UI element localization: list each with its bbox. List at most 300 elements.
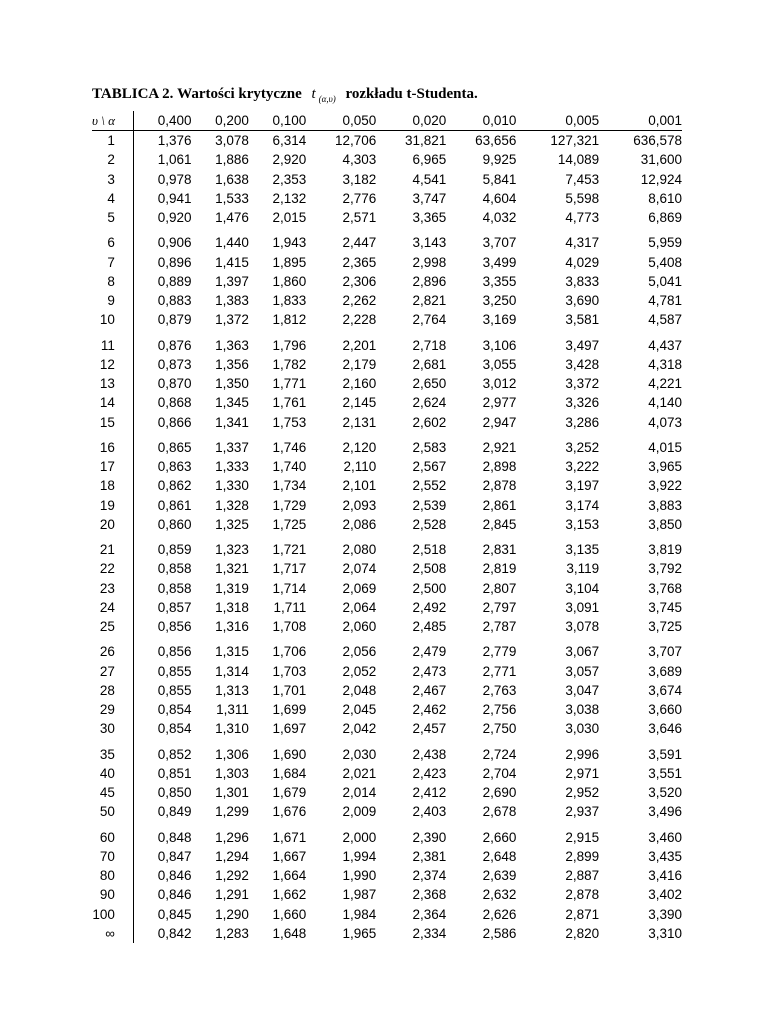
critical-value-cell: 2,101 [342, 478, 377, 494]
table-row [92, 783, 682, 802]
critical-value-cell: 3,646 [648, 721, 682, 737]
critical-value-cell: 1,703 [272, 663, 307, 679]
critical-value-cell: 2,074 [342, 561, 377, 577]
critical-value-cell: 0,847 [157, 848, 192, 864]
critical-value-cell: 127,321 [550, 133, 600, 149]
critical-value-cell: 2,821 [412, 293, 447, 309]
table-row [92, 681, 682, 700]
critical-value-cell: 1,994 [342, 848, 377, 864]
critical-value-cell: 2,771 [482, 663, 517, 679]
critical-value-cell: 1,292 [215, 868, 249, 884]
critical-value-cell: 4,604 [482, 190, 517, 206]
critical-value-cell: 2,438 [412, 746, 447, 762]
critical-value-cell: 1,415 [215, 254, 249, 270]
critical-value-cell: 1,761 [272, 395, 307, 411]
critical-value-cell: 1,330 [215, 478, 249, 494]
critical-value-cell: 4,303 [342, 152, 377, 168]
table-row [92, 272, 682, 291]
table-row [92, 233, 682, 252]
critical-value-cell: 0,978 [157, 171, 192, 187]
critical-value-cell: 2,678 [482, 804, 517, 820]
degrees-of-freedom-cell: 40 [92, 764, 133, 783]
header-row [92, 111, 682, 131]
critical-value-cell: 1,318 [215, 599, 249, 615]
table-row [92, 745, 682, 764]
critical-value-cell: 2,996 [565, 746, 600, 762]
critical-value-cell: 0,846 [157, 887, 192, 903]
critical-value-cell: 2,042 [342, 721, 377, 737]
critical-value-cell: 2,015 [272, 210, 307, 226]
critical-value-cell: 1,833 [272, 293, 307, 309]
critical-value-cell: 1,984 [342, 906, 377, 922]
critical-value-cell: 0,854 [157, 721, 192, 737]
critical-value-cell: 3,416 [648, 868, 682, 884]
critical-value-cell: 2,831 [482, 542, 517, 558]
table-row [92, 291, 682, 310]
critical-value-cell: 31,821 [405, 133, 447, 149]
critical-value-cell: 0,858 [157, 580, 192, 596]
critical-value-cell: 3,197 [565, 478, 600, 494]
critical-value-cell: 3,012 [482, 376, 517, 392]
table-row [92, 579, 682, 598]
critical-value-cell: 3,591 [648, 746, 682, 762]
critical-value-cell: 2,000 [342, 829, 377, 845]
critical-value-cell: 3,055 [482, 356, 517, 372]
critical-value-cell: 0,855 [157, 663, 192, 679]
table-row [92, 374, 682, 393]
critical-value-cell: 3,250 [482, 293, 517, 309]
degrees-of-freedom-cell: 21 [92, 540, 133, 559]
critical-value-cell: 2,045 [342, 702, 377, 718]
critical-value-cell: 2,650 [412, 376, 447, 392]
critical-value-cell: 1,345 [215, 395, 249, 411]
critical-value-cell: 3,372 [565, 376, 600, 392]
degrees-of-freedom-cell: 90 [92, 885, 133, 904]
degrees-of-freedom-cell: 14 [92, 393, 133, 412]
critical-value-cell: 3,078 [215, 133, 249, 149]
critical-value-cell: 1,372 [215, 312, 249, 328]
critical-value-cell: 2,779 [482, 644, 517, 660]
critical-value-cell: 2,887 [565, 868, 600, 884]
critical-value-cell: 12,706 [334, 133, 377, 149]
table-row [92, 496, 682, 515]
critical-value-cell: 3,135 [565, 542, 600, 558]
critical-value-cell: 9,925 [482, 152, 517, 168]
critical-value-cell: 3,660 [648, 702, 682, 718]
degrees-of-freedom-cell: 11 [92, 336, 133, 355]
critical-value-cell: 2,262 [342, 293, 377, 309]
critical-value-cell: 1,987 [342, 887, 377, 903]
critical-value-cell: 2,977 [482, 395, 517, 411]
critical-value-cell: 2,952 [565, 785, 600, 801]
degrees-of-freedom-cell: ∞ [92, 924, 133, 943]
critical-value-cell: 1,397 [215, 273, 249, 289]
critical-value-cell: 5,959 [648, 235, 682, 251]
critical-value-cell: 1,664 [272, 868, 307, 884]
critical-value-cell: 2,120 [342, 439, 377, 455]
critical-value-cell: 3,850 [648, 516, 682, 532]
critical-value-cell: 2,201 [342, 337, 377, 353]
critical-value-cell: 0,842 [157, 925, 192, 941]
critical-value-cell: 2,412 [412, 785, 447, 801]
corner-header: υ \ α [92, 111, 133, 131]
degrees-of-freedom-cell: 27 [92, 662, 133, 681]
critical-value-cell: 2,797 [482, 599, 517, 615]
critical-value-cell: 2,845 [482, 516, 517, 532]
critical-value-cell: 3,153 [565, 516, 600, 532]
critical-value-cell: 2,681 [412, 356, 447, 372]
critical-value-cell: 4,140 [648, 395, 682, 411]
critical-value-cell: 4,032 [482, 210, 517, 226]
critical-value-cell: 2,467 [412, 682, 447, 698]
critical-value-cell: 1,316 [215, 619, 249, 635]
table-row [92, 170, 682, 189]
critical-value-cell: 0,858 [157, 561, 192, 577]
critical-value-cell: 3,119 [566, 561, 600, 577]
critical-value-cell: 1,753 [272, 414, 307, 430]
critical-value-cell: 2,080 [342, 542, 377, 558]
critical-value-cell: 1,746 [272, 439, 307, 455]
critical-value-cell: 4,073 [648, 414, 682, 430]
degrees-of-freedom-cell: 50 [92, 802, 133, 821]
critical-value-cell: 2,819 [482, 561, 517, 577]
critical-value-cell: 2,528 [412, 516, 447, 532]
table-row [92, 150, 682, 169]
critical-value-cell: 3,169 [482, 312, 517, 328]
critical-value-cell: 4,541 [412, 171, 447, 187]
critical-value-cell: 2,624 [412, 395, 447, 411]
degrees-of-freedom-cell: 35 [92, 745, 133, 764]
critical-value-cell: 1,717 [272, 561, 307, 577]
critical-value-cell: 0,859 [157, 542, 192, 558]
critical-value-cell: 1,440 [215, 235, 249, 251]
critical-value-cell: 31,600 [640, 152, 682, 168]
critical-value-cell: 2,602 [412, 414, 447, 430]
critical-value-cell: 2,820 [565, 925, 600, 941]
critical-value-cell: 3,747 [412, 190, 447, 206]
table-row [92, 719, 682, 738]
critical-value-cell: 2,492 [412, 599, 447, 615]
critical-value-cell: 3,460 [648, 829, 682, 845]
critical-value-cell: 0,852 [157, 746, 192, 762]
critical-value-cell: 0,889 [157, 273, 192, 289]
critical-value-cell: 3,402 [648, 887, 682, 903]
degrees-of-freedom-cell: 26 [92, 642, 133, 661]
critical-value-cell: 1,782 [272, 356, 307, 372]
critical-value-cell: 2,179 [342, 356, 377, 372]
critical-value-cell: 3,106 [482, 337, 517, 353]
critical-value-cell: 2,132 [272, 190, 307, 206]
alpha-header: 0,100 [249, 111, 306, 131]
critical-value-cell: 0,851 [157, 765, 192, 781]
alpha-header: 0,005 [516, 111, 599, 131]
table-row [92, 515, 682, 534]
table-header [92, 111, 682, 131]
table-row [92, 905, 682, 924]
critical-value-cell: 3,174 [565, 497, 600, 513]
critical-value-cell: 2,878 [565, 887, 600, 903]
critical-value-cell: 1,734 [272, 478, 307, 494]
critical-value-cell: 1,943 [272, 235, 307, 251]
critical-value-cell: 2,947 [482, 414, 517, 430]
critical-value-cell: 8,610 [648, 190, 682, 206]
critical-value-cell: 2,381 [412, 848, 447, 864]
table-row [92, 540, 682, 559]
critical-value-cell: 0,845 [157, 906, 192, 922]
degrees-of-freedom-cell: 45 [92, 783, 133, 802]
critical-value-cell: 2,353 [272, 171, 307, 187]
critical-value-cell: 2,807 [482, 580, 517, 596]
table-row [92, 598, 682, 617]
critical-value-cell: 4,587 [648, 312, 682, 328]
critical-value-cell: 2,787 [482, 619, 517, 635]
critical-value-cell: 6,314 [272, 133, 307, 149]
alpha-header: 0,020 [376, 111, 446, 131]
critical-value-cell: 1,886 [215, 152, 249, 168]
critical-value-cell: 2,508 [412, 561, 447, 577]
degrees-of-freedom-cell: 7 [92, 253, 133, 272]
critical-value-cell: 3,286 [565, 414, 600, 430]
critical-value-cell: 3,047 [565, 682, 600, 698]
critical-value-cell: 2,390 [412, 829, 447, 845]
critical-value-cell: 2,131 [342, 414, 377, 430]
critical-value-cell: 2,552 [412, 478, 447, 494]
table-row [92, 457, 682, 476]
table-row [92, 131, 682, 151]
critical-value-cell: 1,310 [215, 721, 249, 737]
critical-value-cell: 2,920 [272, 152, 307, 168]
critical-value-cell: 2,750 [482, 721, 517, 737]
critical-value-cell: 2,639 [482, 868, 517, 884]
critical-value-cell: 0,868 [157, 395, 192, 411]
degrees-of-freedom-cell: 16 [92, 438, 133, 457]
table-title-suffix: rozkładu t-Studenta. [345, 86, 478, 102]
critical-value-cell: 2,718 [412, 337, 447, 353]
critical-value-cell: 2,518 [412, 542, 447, 558]
table-title-symbol: t [311, 86, 316, 102]
degrees-of-freedom-cell: 70 [92, 847, 133, 866]
critical-value-cell: 2,374 [412, 868, 447, 884]
table-row [92, 617, 682, 636]
critical-value-cell: 2,583 [412, 439, 447, 455]
critical-value-cell: 2,567 [412, 459, 447, 475]
critical-value-cell: 2,915 [565, 829, 600, 845]
critical-value-cell: 1,699 [272, 702, 307, 718]
table-body [92, 131, 682, 944]
table-row [92, 336, 682, 355]
critical-value-cell: 3,355 [482, 273, 517, 289]
critical-value-cell: 2,086 [342, 516, 377, 532]
critical-value-cell: 3,833 [565, 273, 600, 289]
critical-value-cell: 4,029 [565, 254, 600, 270]
critical-value-cell: 1,812 [272, 312, 307, 328]
table-row [92, 559, 682, 578]
alpha-header: 0,200 [192, 111, 249, 131]
critical-value-cell: 3,428 [565, 356, 600, 372]
critical-value-cell: 1,328 [215, 497, 249, 513]
critical-value-cell: 2,403 [412, 804, 447, 820]
critical-value-cell: 3,252 [565, 439, 600, 455]
critical-value-cell: 1,660 [272, 906, 307, 922]
critical-value-cell: 1,648 [272, 925, 307, 941]
table-row [92, 208, 682, 227]
degrees-of-freedom-cell: 10 [92, 310, 133, 329]
critical-value-cell: 2,064 [342, 599, 377, 615]
critical-value-cell: 1,796 [272, 337, 307, 353]
critical-value-cell: 3,707 [482, 235, 517, 251]
critical-value-cell: 2,764 [412, 312, 447, 328]
table-row [92, 662, 682, 681]
critical-value-cell: 1,363 [215, 337, 249, 353]
critical-value-cell: 1,533 [215, 190, 249, 206]
critical-value-cell: 2,871 [565, 906, 600, 922]
critical-value-cell: 0,941 [157, 190, 192, 206]
critical-value-cell: 1,690 [272, 746, 307, 762]
critical-value-cell: 3,182 [342, 171, 377, 187]
critical-value-cell: 1,315 [215, 644, 249, 660]
critical-value-cell: 1,684 [272, 765, 307, 781]
critical-value-cell: 4,318 [648, 356, 682, 372]
critical-value-cell: 2,060 [342, 619, 377, 635]
critical-value-cell: 2,110 [343, 459, 377, 475]
critical-value-cell: 2,586 [482, 925, 517, 941]
critical-value-cell: 1,356 [215, 356, 249, 372]
critical-value-cell: 3,390 [648, 906, 682, 922]
alpha-header: 0,050 [306, 111, 376, 131]
critical-value-cell: 0,857 [157, 599, 192, 615]
critical-value-cell: 2,756 [482, 702, 517, 718]
critical-value-cell: 0,866 [157, 414, 192, 430]
critical-value-cell: 2,069 [342, 580, 377, 596]
critical-value-cell: 2,878 [482, 478, 517, 494]
critical-value-cell: 0,862 [157, 478, 192, 494]
critical-value-cell: 0,896 [157, 254, 192, 270]
table-row [92, 476, 682, 495]
critical-value-cell: 1,350 [215, 376, 249, 392]
critical-value-cell: 2,571 [342, 210, 377, 226]
critical-value-cell: 0,870 [157, 376, 192, 392]
critical-value-cell: 0,883 [157, 293, 192, 309]
table-row [92, 413, 682, 432]
table-row [92, 802, 682, 821]
critical-value-cell: 2,937 [565, 804, 600, 820]
degrees-of-freedom-cell: 30 [92, 719, 133, 738]
critical-value-cell: 2,896 [412, 273, 447, 289]
table-row [92, 438, 682, 457]
critical-value-cell: 2,485 [412, 619, 447, 635]
critical-value-cell: 63,656 [475, 133, 517, 149]
critical-value-cell: 0,879 [157, 312, 192, 328]
critical-value-cell: 2,998 [412, 254, 447, 270]
critical-value-cell: 1,965 [342, 925, 377, 941]
critical-value-cell: 3,768 [648, 580, 682, 596]
critical-value-cell: 1,311 [216, 702, 249, 718]
critical-value-cell: 2,690 [482, 785, 517, 801]
critical-value-cell: 2,009 [342, 804, 377, 820]
table-row [92, 700, 682, 719]
critical-value-cell: 2,660 [482, 829, 517, 845]
critical-value-cell: 2,457 [412, 721, 447, 737]
critical-value-cell: 2,052 [342, 663, 377, 679]
critical-value-cell: 1,325 [215, 516, 249, 532]
critical-value-cell: 1,676 [272, 804, 307, 820]
degrees-of-freedom-cell: 17 [92, 457, 133, 476]
critical-value-cell: 2,093 [342, 497, 377, 513]
critical-value-cell: 0,860 [157, 516, 192, 532]
critical-value-cell: 2,014 [342, 785, 377, 801]
table-row [92, 642, 682, 661]
critical-value-cell: 3,965 [648, 459, 682, 475]
degrees-of-freedom-cell: 29 [92, 700, 133, 719]
critical-value-cell: 0,856 [157, 619, 192, 635]
critical-value-cell: 5,598 [565, 190, 600, 206]
degrees-of-freedom-cell: 6 [92, 233, 133, 252]
table-row [92, 924, 682, 943]
critical-value-cell: 2,539 [412, 497, 447, 513]
critical-value-cell: 0,856 [157, 644, 192, 660]
critical-value-cell: 3,819 [648, 542, 682, 558]
table-row [92, 866, 682, 885]
critical-value-cell: 4,221 [648, 376, 682, 392]
critical-value-cell: 0,863 [157, 459, 192, 475]
table-row [92, 253, 682, 272]
critical-value-cell: 4,437 [648, 337, 682, 353]
critical-value-cell: 1,323 [215, 542, 249, 558]
critical-value-cell: 2,056 [342, 644, 377, 660]
critical-value-cell: 2,160 [342, 376, 377, 392]
critical-value-cell: 3,067 [565, 644, 600, 660]
critical-value-cell: 1,301 [215, 785, 249, 801]
table-title-text: Wartości krytyczne [177, 86, 302, 102]
degrees-of-freedom-cell: 2 [92, 150, 133, 169]
critical-value-cell: 3,310 [648, 925, 682, 941]
critical-value-cell: 1,990 [342, 868, 377, 884]
critical-value-cell: 3,496 [648, 804, 682, 820]
critical-value-cell: 1,697 [272, 721, 307, 737]
critical-value-cell: 12,924 [640, 171, 682, 187]
critical-value-cell: 1,771 [272, 376, 307, 392]
degrees-of-freedom-cell: 4 [92, 189, 133, 208]
table-row [92, 189, 682, 208]
critical-value-cell: 3,030 [565, 721, 600, 737]
critical-value-cell: 3,499 [482, 254, 517, 270]
critical-value-cell: 2,423 [412, 765, 447, 781]
critical-value-cell: 5,841 [482, 171, 517, 187]
critical-value-cell: 1,313 [215, 682, 249, 698]
critical-value-cell: 1,337 [215, 439, 249, 455]
critical-value-cell: 1,860 [272, 273, 307, 289]
critical-value-cell: 3,883 [648, 497, 682, 513]
critical-value-cell: 1,701 [272, 682, 307, 698]
critical-value-cell: 4,773 [565, 210, 600, 226]
critical-value-cell: 1,895 [272, 254, 307, 270]
critical-value-cell: 2,021 [342, 765, 377, 781]
critical-value-cell: 3,497 [565, 337, 600, 353]
critical-value-cell: 2,626 [482, 906, 517, 922]
critical-value-cell: 2,921 [482, 439, 517, 455]
critical-value-cell: 0,848 [157, 829, 192, 845]
table-row [92, 847, 682, 866]
degrees-of-freedom-cell: 24 [92, 598, 133, 617]
critical-value-cell: 2,479 [412, 644, 447, 660]
critical-value-cell: 3,104 [565, 580, 600, 596]
critical-value-cell: 4,781 [648, 293, 682, 309]
critical-value-cell: 1,721 [272, 542, 307, 558]
critical-value-cell: 1,333 [215, 459, 249, 475]
critical-value-cell: 3,922 [648, 478, 682, 494]
critical-value-cell: 2,724 [482, 746, 517, 762]
critical-value-cell: 1,061 [157, 152, 192, 168]
